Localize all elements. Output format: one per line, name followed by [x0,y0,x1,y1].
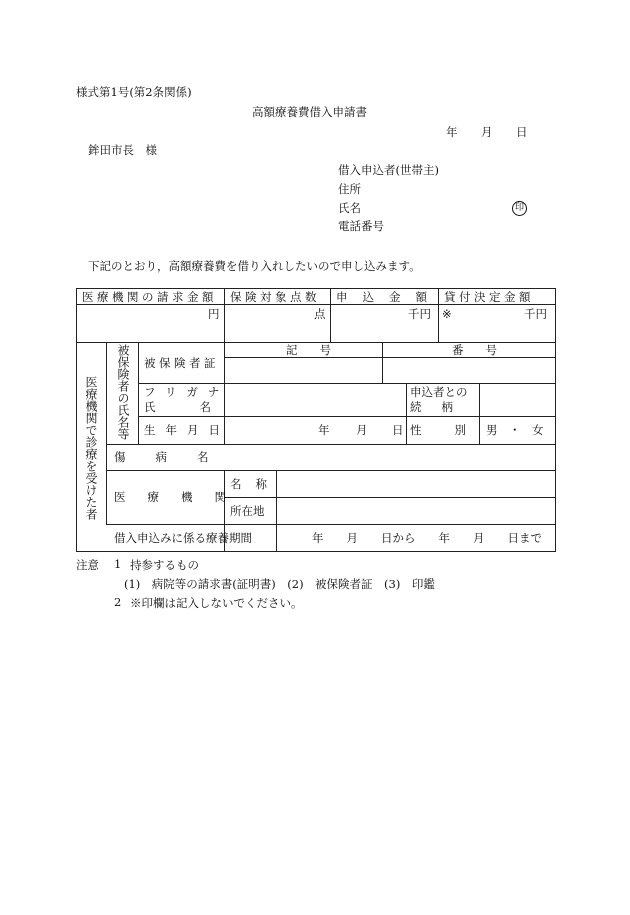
applicant-heading: 借入申込者(世帯主) [338,163,439,177]
header-insured-points: 保険対象点数 [230,290,320,304]
form-number: 様式第1号(第2条関係) [76,85,192,99]
applicant-phone-label: 電話番号 [338,219,384,233]
note-2-text: ※印欄は記入しないでください。 [130,596,303,610]
number-header: 番号 [452,343,519,357]
insurance-card-label: 被保険者証 [144,356,219,370]
birth-month: 月 [356,423,368,437]
note-2-number: 2 [114,595,122,609]
relation-label-2: 続柄 [410,400,473,414]
treatment-period-label: 借入申込みに係る療養期間 [114,531,252,545]
unit-thousand-yen-apply: 千円 [408,307,431,321]
header-billing-amount: 医療機関の請求金額 [82,290,217,304]
date-day: 日 [516,125,528,139]
note-1-text: 持参するもの [130,558,199,572]
gender-label: 性別 [410,423,499,437]
birth-day: 日 [392,423,404,437]
medical-institution-label: 医療機関 [114,490,248,504]
date-year: 年 [446,125,458,139]
applicant-name-label: 氏名 [338,201,361,215]
insured-person-label: 被保険者の氏名等 [116,344,130,440]
furigana-label: フリガナ [144,385,230,399]
addressee: 鉾田市長 様 [88,143,157,157]
seal-mark: 印 [512,201,527,216]
note-1-items: (1) 病院等の請求書(証明書) (2) 被保険者証 (3) 印鑑 [124,577,435,591]
note-1-number: 1 [114,557,122,571]
side-label-treated-person: 医療機関で診療を受けた者 [84,376,98,520]
application-table [76,288,556,552]
date-month: 月 [481,125,493,139]
intro-text: 下記のとおり，高額療養費を借り入れしたいので申し込みます。 [88,259,421,273]
header-loan-decision: 貸付決定金額 [444,290,534,304]
unit-thousand-yen-decision: 千円 [524,307,547,321]
unit-points: 点 [314,307,326,321]
relation-label-1: 申込者との [410,385,468,399]
birthdate-label: 生年月日 [144,423,230,437]
header-apply-amount: 申込金額 [336,290,442,304]
office-use-mark: ※ [442,307,452,321]
birth-year: 年 [318,423,330,437]
notes-label: 注意 [76,558,99,572]
treatment-period-value: 年 月 日から 年 月 日まで [312,531,542,545]
institution-name-label: 名称 [230,477,281,491]
unit-yen: 円 [208,307,220,321]
table-grid [76,288,556,552]
applicant-address-label: 住所 [338,182,361,196]
form-title: 高額療養費借入申請書 [252,105,367,119]
name-label: 氏名 [144,400,255,414]
institution-address-label: 所在地 [230,504,265,518]
gender-options: 男 ・ 女 [486,423,544,437]
seal-icon [512,199,527,216]
disease-label: 傷病名 [114,450,239,464]
symbol-header: 記号 [286,343,353,357]
